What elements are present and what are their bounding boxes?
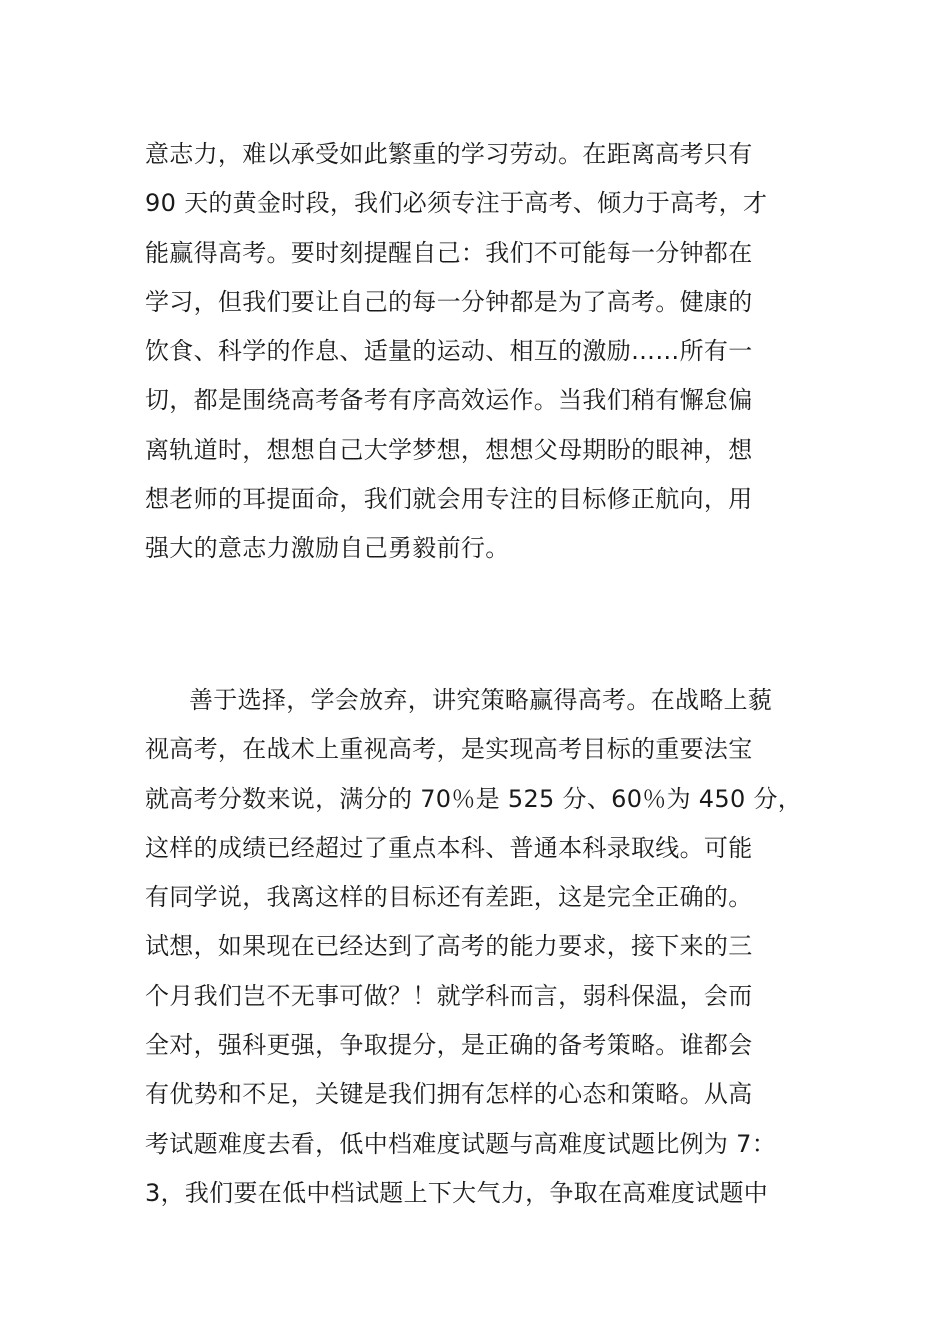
text-line: 有同学说，我离这样的目标还有差距，这是完全正确的。: [145, 883, 753, 912]
text-line: 试想，如果现在已经达到了高考的能力要求，接下来的三: [145, 932, 753, 961]
text-line: 想老师的耳提面命，我们就会用专注的目标修正航向，用: [145, 485, 753, 514]
text-line: 个月我们岂不无事可做？！就学科而言，弱科保温，会而: [145, 981, 753, 1010]
text-line: 离轨道时，想想自己大学梦想，想想父母期盼的眼神，想: [145, 435, 753, 464]
text-line: 学习，但我们要让自己的每一分钟都是为了高考。健康的: [145, 287, 753, 316]
text-line: 强大的意志力激励自己勇毅前行。: [145, 534, 510, 563]
text-line: 这样的成绩已经超过了重点本科、普通本科录取线。可能: [145, 833, 753, 862]
text-line-indented: 善于选择，学会放弃，讲究策略赢得高考。在战略上藐: [189, 686, 773, 714]
paragraph-1: [145, 130, 865, 574]
paragraph-2: [145, 676, 865, 1218]
text-line: 考试题难度去看，低中档难度试题与高难度试题比例为 7：: [145, 1129, 776, 1158]
text-line: 切，都是围绕高考备考有序高效运作。当我们稍有懈怠偏: [145, 386, 753, 415]
text-line: 有优势和不足，关键是我们拥有怎样的心态和策略。从高: [145, 1080, 753, 1109]
text-line: 意志力，难以承受如此繁重的学习劳动。在距离高考只有: [145, 140, 753, 168]
text-line: 全对，强科更强，争取提分，是正确的备考策略。谁都会: [145, 1031, 753, 1060]
text-line: 90 天的黄金时段，我们必须专注于高考、倾力于高考，才: [145, 189, 768, 218]
text-line: 饮食、科学的作息、适量的运动、相互的激励……所有一: [145, 337, 753, 366]
text-line: 3，我们要在低中档试题上下大气力，争取在高难度试题中: [145, 1178, 769, 1207]
text-line: 能赢得高考。要时刻提醒自己：我们不可能每一分钟都在: [145, 238, 753, 267]
text-line: 视高考，在战术上重视高考，是实现高考目标的重要法宝: [145, 735, 753, 764]
text-line: 就高考分数来说，满分的 70％是 525 分、60％为 450 分，: [145, 784, 803, 813]
